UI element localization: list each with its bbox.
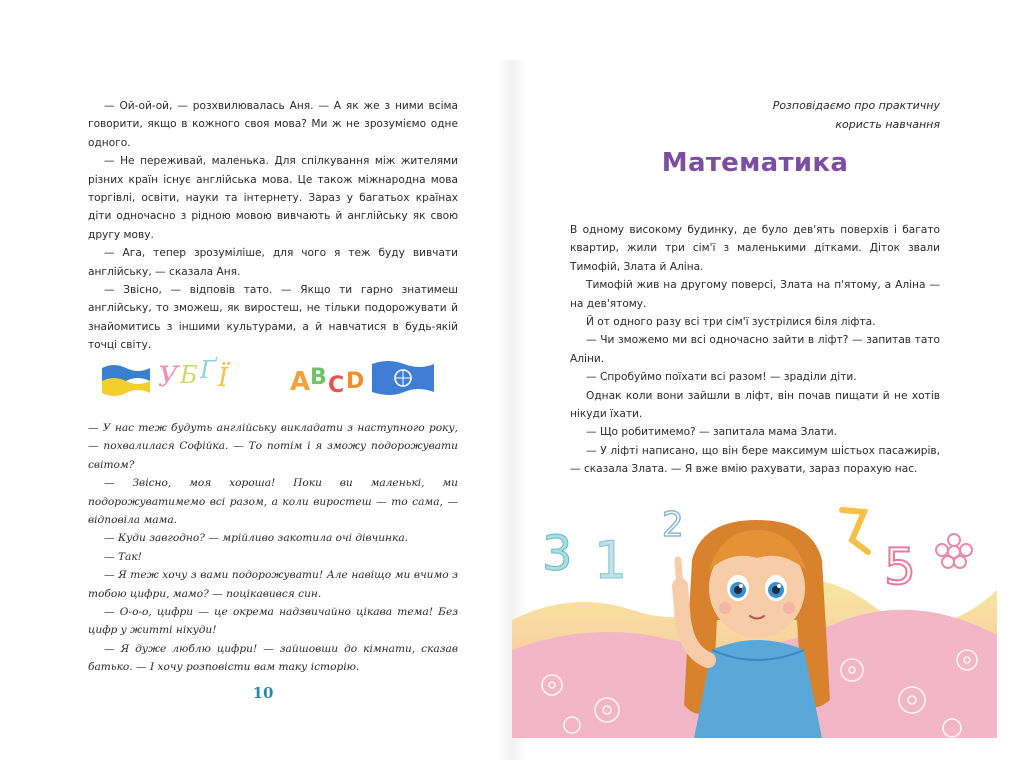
paragraph: — О-о-о, цифри — це окрема надзвичайно цікава тема! Без цифр у житті нікуди! — [88, 606, 458, 637]
paragraph: — Не переживай, маленька. Для спілкування між жителями різних країн існує англійська мова. Це також міжнародна мова торгівлі, освіти, науки та інтернету. Зараз у багатьох країнах діти одночасно з рідною мовою вивчають й англійську як свою другу мову. — [88, 155, 458, 241]
paragraph: — Що робитимемо? — запитала мама Злати. — [586, 426, 838, 439]
girl-illustration — [512, 500, 997, 738]
paragraph: — Чи зможемо ми всі одночасно зайти в ліфт? — запитав тато Аліни. — [570, 334, 940, 365]
paragraph: Й от одного разу всі три сім'ї зустрілися біля ліфта. — [586, 316, 876, 329]
alphabet-decoration-art — [100, 348, 440, 400]
running-head-line: користь навчання — [835, 118, 940, 131]
yellow-squiggle — [842, 510, 868, 552]
girl-character — [678, 520, 830, 738]
letter-b: Б — [180, 361, 198, 389]
paragraph: — Спробуймо поїхати всі разом! — зраділи діти. — [586, 371, 857, 384]
right-body-text — [570, 221, 940, 479]
un-flag-icon — [372, 361, 434, 395]
paragraph: Тимофій жив на другому поверсі, Злата на п'ятому, а Аліна — на дев'ятому. — [570, 279, 940, 310]
paragraph: Однак коли вони зайшли в ліфт, він почав пищати й не хотів нікуди їхати. — [570, 389, 940, 421]
digit-1: 1 — [594, 531, 628, 591]
paragraph: — У ліфті написано, що він бере максимум шістьох пасажирів, — сказала Злата. — Я вже вмію рахувати, зараз порахую нас. — [570, 444, 940, 476]
paragraph: — Звісно, моя хороша! Поки ви маленькі, ми подорожуватимемо всі разом, а коли виростеш — то сама, — відповіла мама. — [88, 477, 458, 527]
paragraph: — Ага, тепер зрозуміліше, для чого я теж буду вивчати англійську, — сказала Аня. — [88, 247, 458, 278]
paragraph: В одному високому будинку, де було дев'ять поверхів і багато квартир, жили три сім'ї з маленькими дітками. Діток звали Тимофій, Злата й Аліна. — [570, 224, 940, 273]
left-top-text — [88, 97, 458, 355]
flower-icon — [936, 534, 972, 568]
digit-2: 2 — [662, 505, 684, 545]
chapter-title: Математика — [661, 148, 849, 178]
paragraph: — Куди завгодно? — мрійливо закотила очі дівчинка. — [104, 532, 409, 545]
paragraph: — Так! — [104, 550, 142, 563]
letter-c: C — [328, 373, 345, 398]
alphabet-decoration — [100, 348, 440, 400]
girl-illustration-art — [512, 500, 997, 738]
running-head — [640, 96, 940, 134]
paragraph: — Ой-ой-ой, — розхвилювалась Аня. — А як же з ними всіма говорити, якщо в кожного своя мова? Ми ж не зрозуміємо одне одного. — [88, 100, 458, 149]
paragraph: — Звісно, — відповів тато. — Якщо ти гарно знатимеш англійську, то зможеш, як виростеш, не тільки подорожувати й знайомитись з іншими культурами, а й навчатися в будь-якій точці світу. — [88, 284, 458, 352]
page-number: 10 — [252, 684, 274, 702]
letter-d: D — [346, 369, 365, 394]
paragraph: — У нас теж будуть англійську викладати з наступного року, — похвалилася Софійка. — То потім і я зможу подорожувати світом? — [88, 422, 458, 471]
ukraine-flag-icon — [102, 365, 150, 396]
running-head-line: Розповідаємо про практичну — [772, 99, 940, 112]
paragraph: — Я теж хочу з вами подорожувати! Але навіщо ми вчимо з тобою цифри, мамо? — поцікавився син. — [88, 569, 458, 600]
digit-5: 5 — [884, 538, 916, 596]
paragraph: — Я дуже люблю цифри! — зайшовши до кімнати, сказав батько. — І хочу розповісти вам таку історію. — [88, 642, 458, 674]
letter-b-en: B — [310, 365, 327, 390]
digit-3: 3 — [542, 526, 573, 582]
letter-g: Ґ — [200, 356, 217, 384]
letter-u: У — [158, 360, 179, 393]
letter-yi: Ї — [218, 363, 229, 393]
left-bottom-text — [88, 419, 458, 677]
letter-a: A — [290, 367, 311, 397]
